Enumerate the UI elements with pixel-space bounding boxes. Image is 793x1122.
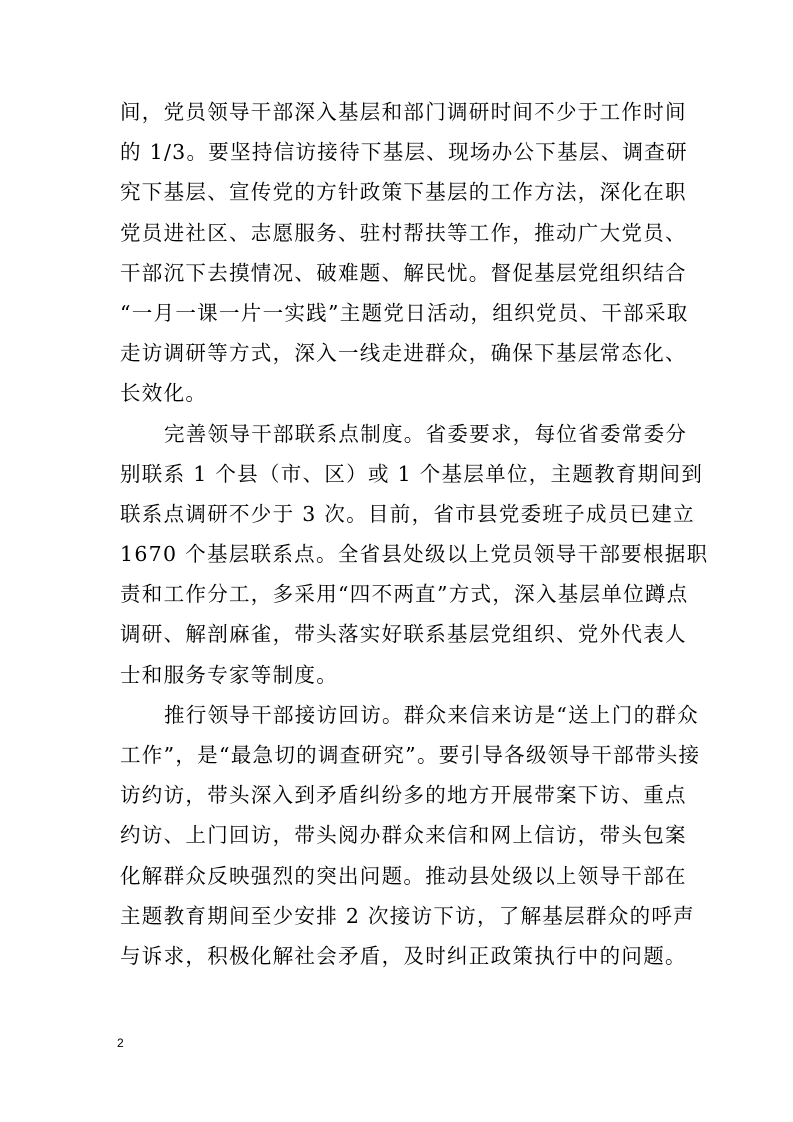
text-line: 工作”，是“最急切的调查研究”。要引导各级领导干部带头接 [120, 743, 701, 767]
paragraph [120, 92, 689, 414]
text-line: 约访、上门回访，带头阅办群众来信和网上信访，带头包案 [120, 823, 687, 848]
text-line: 与诉求，积极化解社会矛盾，及时纠正政策执行中的问题。 [120, 943, 687, 968]
text-line: 化解群众反映强烈的突出问题。推动县处级以上领导干部在 [120, 863, 687, 888]
text-line: 访约访，带头深入到矛盾纠纷多的地方开展带案下访、重点 [120, 783, 687, 808]
text-line: 长效化。 [120, 381, 208, 406]
body-text [120, 92, 709, 976]
paragraph [120, 695, 701, 976]
text-line: 走访调研等方式，深入一线走进群众，确保下基层常态化、 [120, 341, 687, 366]
text-line: 推行领导干部接访回访。群众来信来访是“送上门的群众 [164, 702, 699, 727]
text-line: 究下基层、宣传党的方针政策下基层的工作方法，深化在职 [120, 180, 687, 205]
text-line: 士和服务专家等制度。 [120, 662, 338, 687]
text-line: 主题教育期间至少安排 2 次接访下访，了解基层群众的呼声 [120, 903, 695, 928]
text-line: “一月一课一片一实践”主题党日活动，组织党员、干部采取 [120, 300, 689, 325]
text-line: 1670 个基层联系点。全省县处级以上党员领导干部要根据职 [120, 542, 709, 567]
text-line: 调研、解剖麻雀，带头落实好联系基层党组织、党外代表人 [120, 622, 687, 647]
page-number: 2 [117, 1036, 124, 1050]
text-line: 间，党员领导干部深入基层和部门调研时间不少于工作时间 [120, 100, 687, 124]
text-line: 党员进社区、志愿服务、驻村帮扶等工作，推动广大党员、 [120, 220, 687, 245]
text-line: 完善领导干部联系点制度。省委要求，每位省委常委分 [164, 421, 688, 446]
paragraph [120, 414, 709, 695]
text-line: 联系点调研不少于 3 次。目前，省市县党委班子成员已建立 [120, 501, 695, 526]
text-line: 干部沉下去摸情况、破难题、解民忧。督促基层党组织结合 [120, 260, 687, 285]
text-line: 责和工作分工，多采用“四不两直”方式，深入基层单位蹲点 [120, 582, 689, 607]
text-line: 别联系 1 个县（市、区）或 1 个基层单位，主题教育期间到 [120, 461, 704, 486]
text-line: 的 1/3。要坚持信访接待下基层、现场办公下基层、调查研 [120, 140, 688, 165]
